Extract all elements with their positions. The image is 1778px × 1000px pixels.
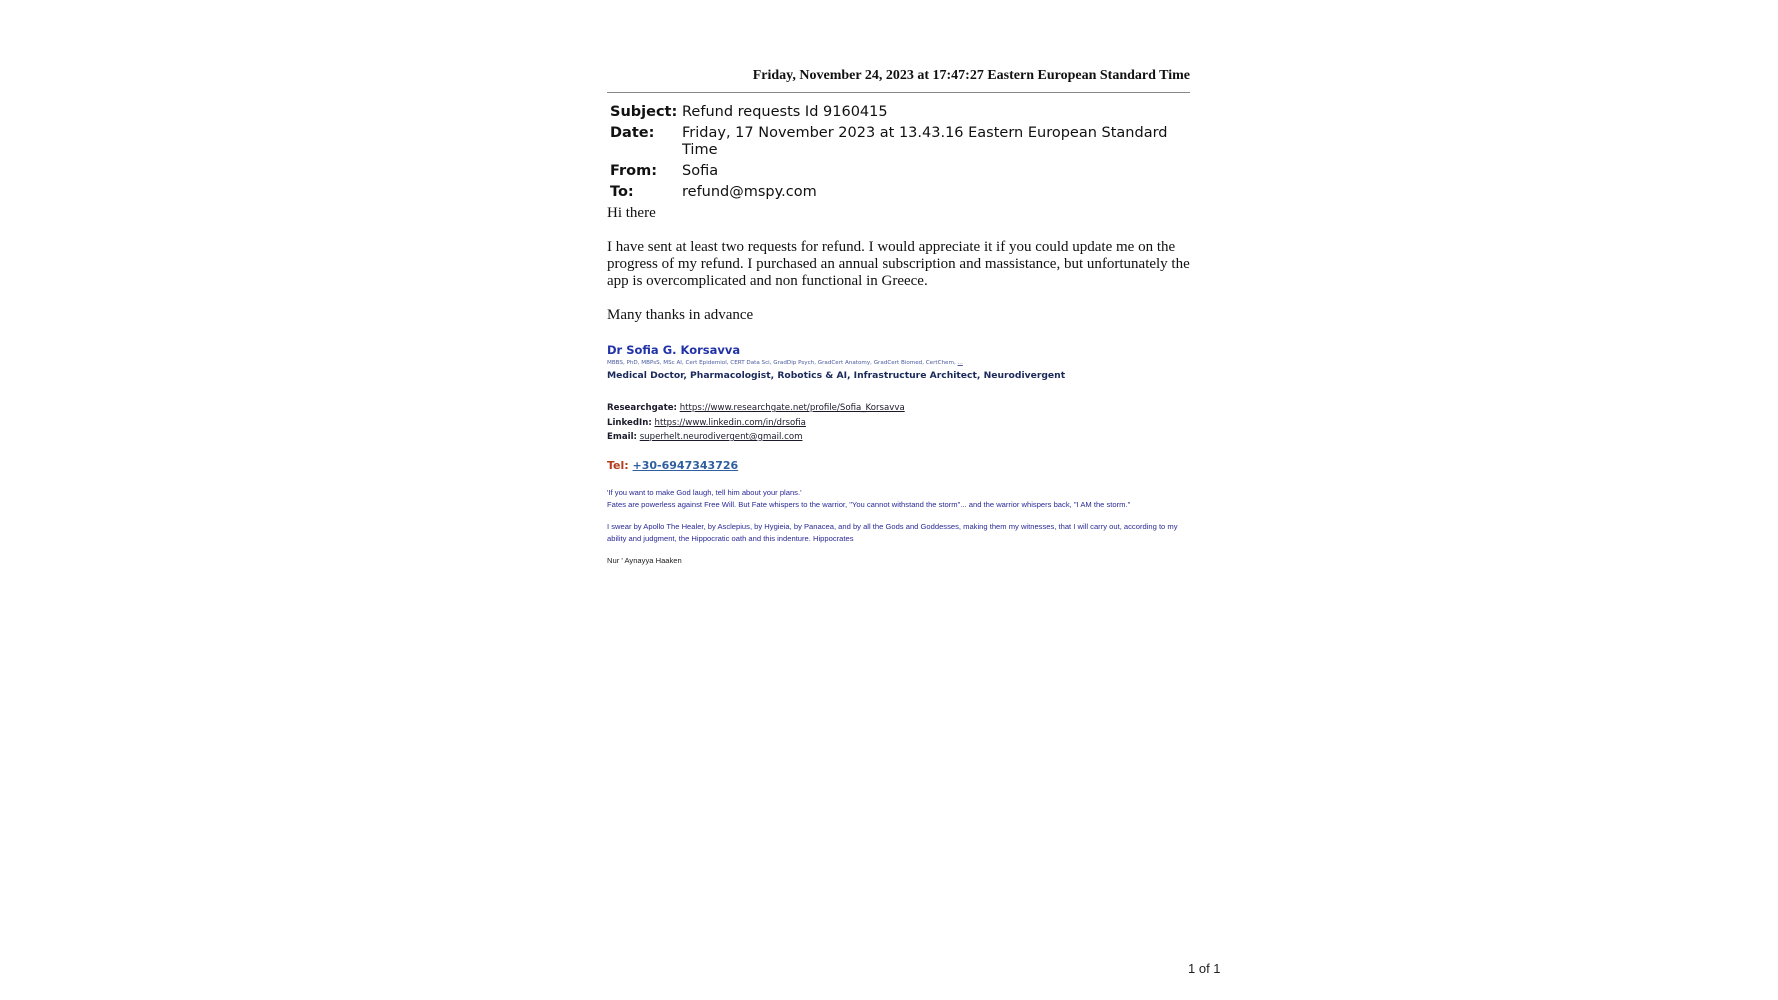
- researchgate-label: Researchgate:: [607, 403, 677, 413]
- from-label: From:: [610, 163, 657, 179]
- signature-link-researchgate: [607, 401, 1190, 416]
- signature-quotes: [607, 487, 1190, 578]
- email-link[interactable]: superhelt.neurodivergent@gmail.com: [639, 432, 803, 442]
- signature-credentials-text: MBBS, PhD, MBPsS, MSc AI, Cert Epidemiol, CERT Data Sci, GradDip Psych, GradCert Anatomy, GradCert Biomed, CertChem,: [607, 360, 956, 366]
- email-body: [607, 205, 1190, 341]
- sign-off-name: Nur ' Aynayya Haaken: [607, 556, 682, 565]
- print-timestamp: Friday, November 24, 2023 at 17:47:27 Eastern European Standard Time: [752, 68, 1190, 83]
- to-row: [607, 184, 1190, 201]
- email-closing: Many thanks in advance: [607, 307, 754, 323]
- researchgate-link[interactable]: https://www.researchgate.net/profile/Sofia_Korsavva: [679, 403, 905, 413]
- subject-value: Refund requests Id 9160415: [682, 104, 888, 120]
- subject-row: [607, 104, 1190, 121]
- signature-title: Medical Doctor, Pharmacologist, Robotics & AI, Infrastructure Architect, Neurodivergent: [607, 370, 1066, 381]
- signature-link-email: [607, 430, 1190, 445]
- header-divider: [607, 92, 1190, 93]
- signature-credentials: [607, 360, 1190, 366]
- email-greeting: Hi there: [607, 205, 656, 221]
- telephone-label: Tel:: [607, 458, 629, 472]
- linkedin-label: LinkedIn:: [607, 417, 652, 428]
- email-label: Email:: [607, 432, 637, 442]
- date-value: Friday, 17 November 2023 at 13.43.16 Eastern European Standard Time: [682, 125, 1168, 158]
- signature-credentials-more: ...: [957, 360, 963, 366]
- telephone-link[interactable]: +30-6947343726: [632, 458, 739, 472]
- linkedin-link[interactable]: https://www.linkedin.com/in/drsofia: [654, 417, 806, 428]
- signature-link-linkedin: [607, 416, 1190, 431]
- to-label: To:: [610, 184, 634, 200]
- from-value: Sofia: [682, 163, 719, 179]
- subject-label: Subject:: [610, 104, 678, 120]
- email-paragraph: I have sent at least two requests for refund. I would appreciate it if you could update me on the progress of my refund. I purchased an annual subscription and massistance, but unfortunately the app is overcomplicated and non functional in Greece.: [607, 239, 1190, 289]
- date-row: [607, 125, 1190, 159]
- quote-line-2: Fates are powerless against Free Will. But Fate whispers to the warrior, "You cannot withstand the storm"... and the warrior whispers back, "I AM the storm.": [607, 499, 1131, 509]
- signature-telephone: [607, 459, 1190, 472]
- to-value: refund@mspy.com: [682, 184, 817, 200]
- date-label: Date:: [610, 125, 655, 141]
- email-header-fields: [607, 104, 1190, 205]
- page-number: 1 of 1: [1188, 961, 1221, 976]
- quote-line-1: 'If you want to make God laugh, tell him about your plans.': [607, 488, 802, 497]
- signature-name: Dr Sofia G. Korsavva: [607, 343, 741, 357]
- quote-block: [607, 487, 1190, 510]
- from-row: [607, 163, 1190, 180]
- email-signature: [607, 343, 1190, 472]
- oath-text: I swear by Apollo The Healer, by Asclepius, by Hygieia, by Panacea, and by all the Gods and Goddesses, making them my witnesses, that I will carry out, according to my ability and judgment, the Hippocratic oath and this indenture. Hippocrates: [607, 522, 1178, 543]
